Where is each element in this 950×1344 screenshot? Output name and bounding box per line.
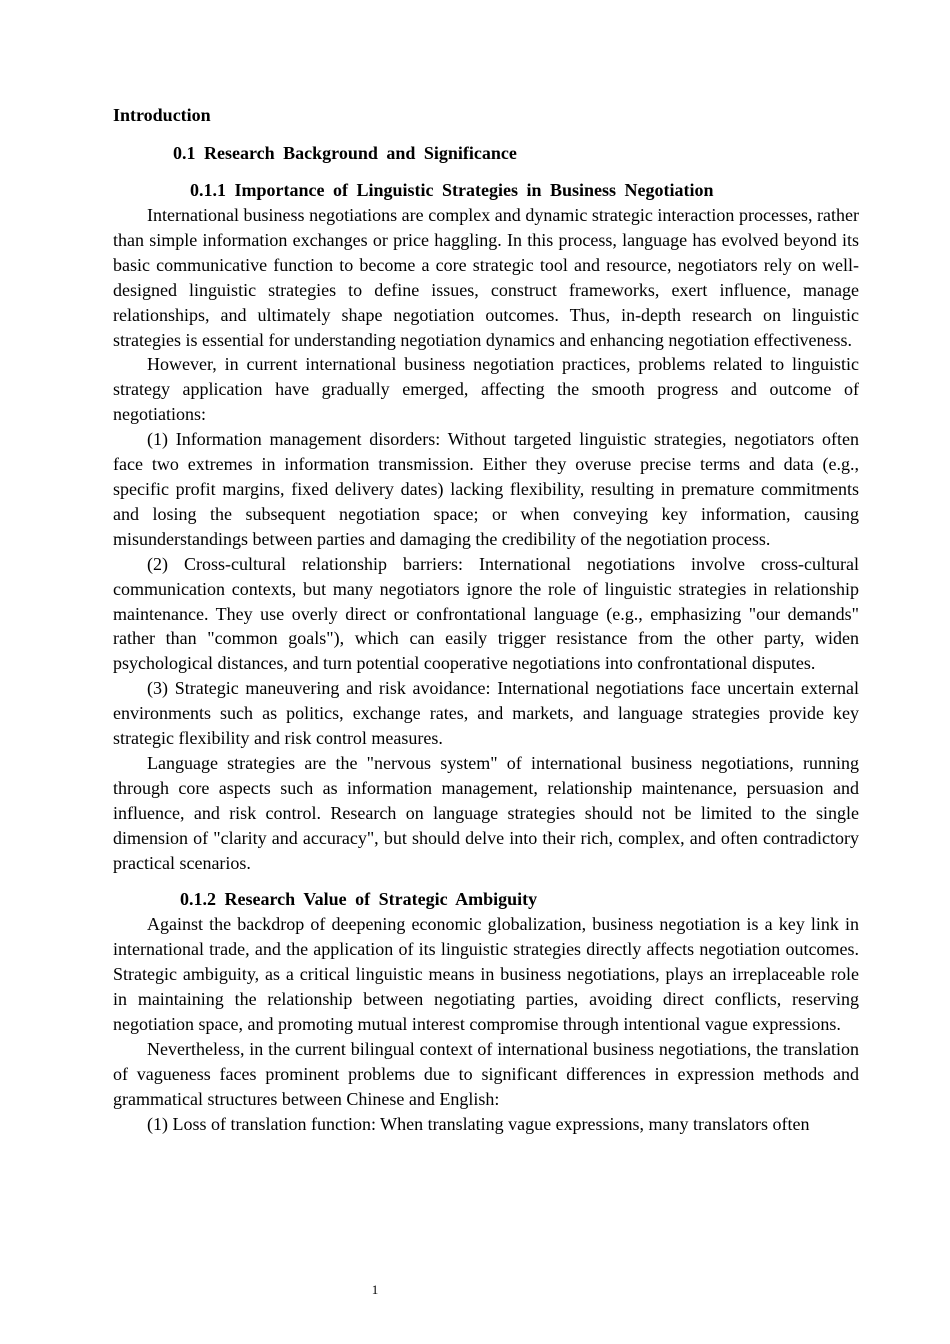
document-page xyxy=(113,103,859,1137)
paragraph-translation-loss: (1) Loss of translation function: When translating vague expressions, many translators often xyxy=(147,1113,810,1134)
paragraph-strategic-maneuvering: (3) Strategic maneuvering and risk avoidance: International negotiations face uncertain external environments such as politics, exchange rates, and markets, and language strategies provide key strategic flexibility and risk control measures. xyxy=(113,678,859,749)
section-0-1-heading: 0.1 Research Background and Significance xyxy=(173,143,517,163)
page-number: 1 xyxy=(371,1282,379,1297)
paragraph-bilingual-context: Nevertheless, in the current bilingual context of international business negotiations, the translation of vagueness faces prominent problems due to significant differences in expression methods and grammatical structures between Chinese and English: xyxy=(113,1039,859,1109)
paragraph-importance-intro: International business negotiations are complex and dynamic strategic interaction processes, rather than simple information exchanges or price haggling. In this process, language has evolved beyond its basic communicative function to become a core strategic tool and resource, negotiators rely on well-designed linguistic strategies to define issues, construct frameworks, exert influence, manage relationships, and ultimately shape negotiation outcomes. Thus, in-depth research on linguistic strategies is essential for understanding negotiation dynamics and enhancing negotiation effectiveness. xyxy=(113,205,859,350)
section-0-1-2-heading: 0.1.2 Research Value of Strategic Ambiguity xyxy=(180,889,538,910)
paragraph-cross-cultural: (2) Cross-cultural relationship barriers: International negotiations involve cross-cultural communication contexts, but many negotiators ignore the role of linguistic strategies in relationship maintenance. They use overly direct or confrontational language (e.g., emphasizing "our demands" rather than "common goals"), which can easily trigger resistance from the other party, widen psychological distances, and turn potential cooperative negotiations into confrontational disputes. xyxy=(113,553,859,674)
introduction-heading: Introduction xyxy=(113,105,211,125)
paragraph-language-strategies-summary: Language strategies are the "nervous system" of international business negotiations, running through core aspects such as information management, relationship maintenance, persuasion and influence, and risk control. Research on language strategies should not be limited to the single dimension of "clarity and accuracy", but should delve into their rich, complex, and often contradictory practical scenarios. xyxy=(113,752,859,873)
paragraph-problems-intro: However, in current international business negotiation practices, problems related to linguistic strategy application have gradually emerged, affecting the smooth progress and outcome of negotiations: xyxy=(113,354,859,425)
paragraph-information-management: (1) Information management disorders: Without targeted linguistic strategies, negotiators often face two extremes in information transmission. Either they overuse precise terms and data (e.g., specific profit margins, fixed delivery dates) lacking flexibility, resulting in premature commitments and losing the subsequent negotiation space; or when conveying key information, causing misunderstandings between parties and damaging the credibility of the negotiation process. xyxy=(113,429,859,549)
paragraph-globalization-context: Against the backdrop of deepening economic globalization, business negotiation is a key link in international trade, and the application of its linguistic strategies directly affects negotiation outcomes. Strategic ambiguity, as a critical linguistic means in business negotiations, plays an irreplaceable role in maintaining the relationship between negotiating parties, avoiding direct conflicts, reserving negotiation space, and promoting mutual interest compromise through intentional vague expressions. xyxy=(113,914,859,1035)
section-0-1-1-heading: 0.1.1 Importance of Linguistic Strategies in Business Negotiation xyxy=(190,180,714,200)
